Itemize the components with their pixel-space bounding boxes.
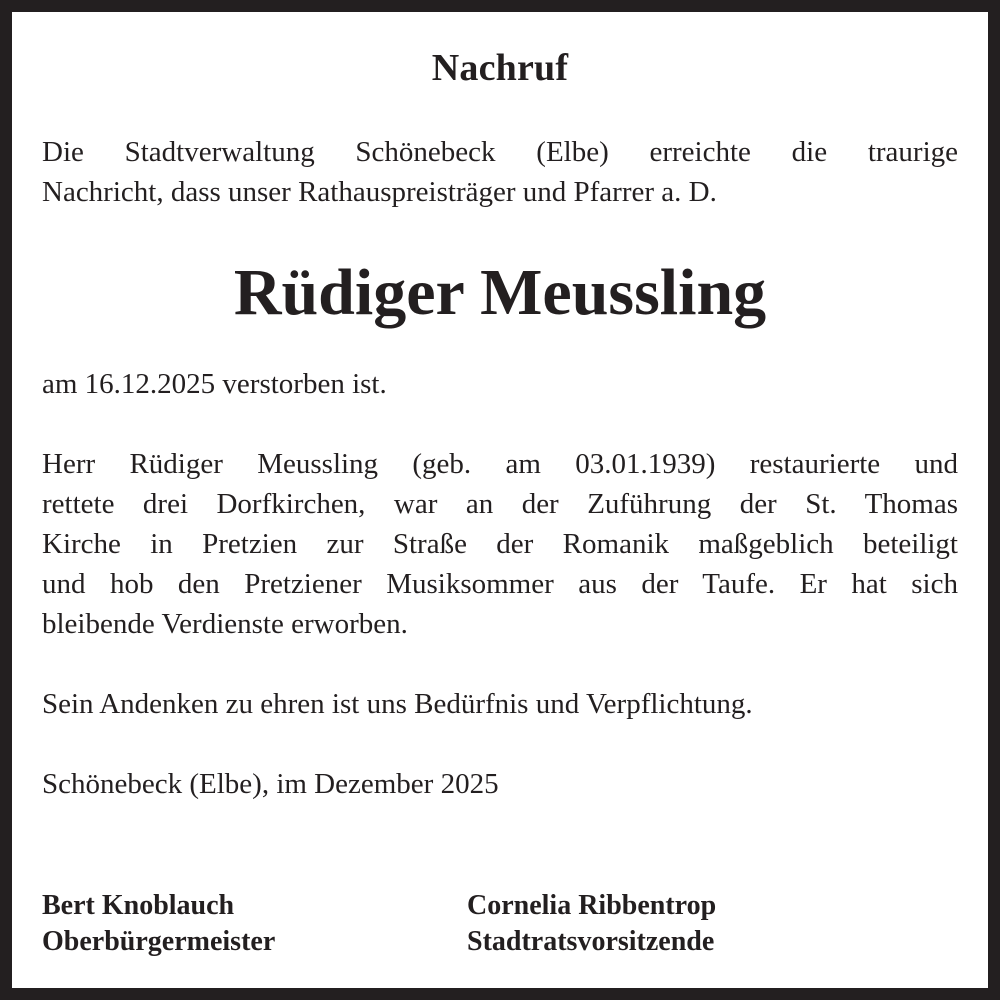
- place-and-date: Schönebeck (Elbe), im Dezember 2025: [42, 768, 499, 800]
- signatory-second-name: Cornelia Ribbentrop: [467, 890, 717, 921]
- biography-paragraph-line-1: Herr Rüdiger Meussling (geb. am 03.01.1939) restaurierte und: [42, 448, 958, 480]
- intro-paragraph: [42, 132, 958, 212]
- intro-paragraph-line-1: Die Stadtverwaltung Schönebeck (Elbe) erreichte die traurige: [42, 136, 958, 168]
- biography-paragraph-line-2: rettete drei Dorfkirchen, war an der Zuführung der St. Thomas: [42, 488, 958, 520]
- biography-paragraph-line-5: bleibende Verdienste erworben.: [42, 608, 408, 640]
- signatory-first-role: Oberbürgermeister: [42, 926, 276, 957]
- memorial-statement: Sein Andenken zu ehren ist uns Bedürfnis und Verpflichtung.: [42, 688, 753, 720]
- signature-block: [42, 888, 958, 960]
- notice-title: Nachruf: [431, 47, 569, 89]
- signatory-second: [467, 888, 958, 960]
- signatory-second-role: Stadtratsvorsitzende: [467, 926, 715, 957]
- death-date-line: am 16.12.2025 verstorben ist.: [42, 368, 387, 400]
- biography-paragraph: [42, 444, 958, 644]
- deceased-name: Rüdiger Meussling: [233, 256, 767, 329]
- signatory-first-name: Bert Knoblauch: [42, 890, 235, 921]
- obituary-notice-content: [12, 12, 988, 988]
- signatory-first: [42, 888, 467, 960]
- intro-paragraph-line-2: Nachricht, dass unser Rathauspreisträger und Pfarrer a. D.: [42, 176, 717, 208]
- biography-paragraph-line-3: Kirche in Pretzien zur Straße der Romanik maßgeblich beteiligt: [42, 528, 958, 560]
- biography-paragraph-line-4: und hob den Pretziener Musiksommer aus der Taufe. Er hat sich: [42, 568, 958, 600]
